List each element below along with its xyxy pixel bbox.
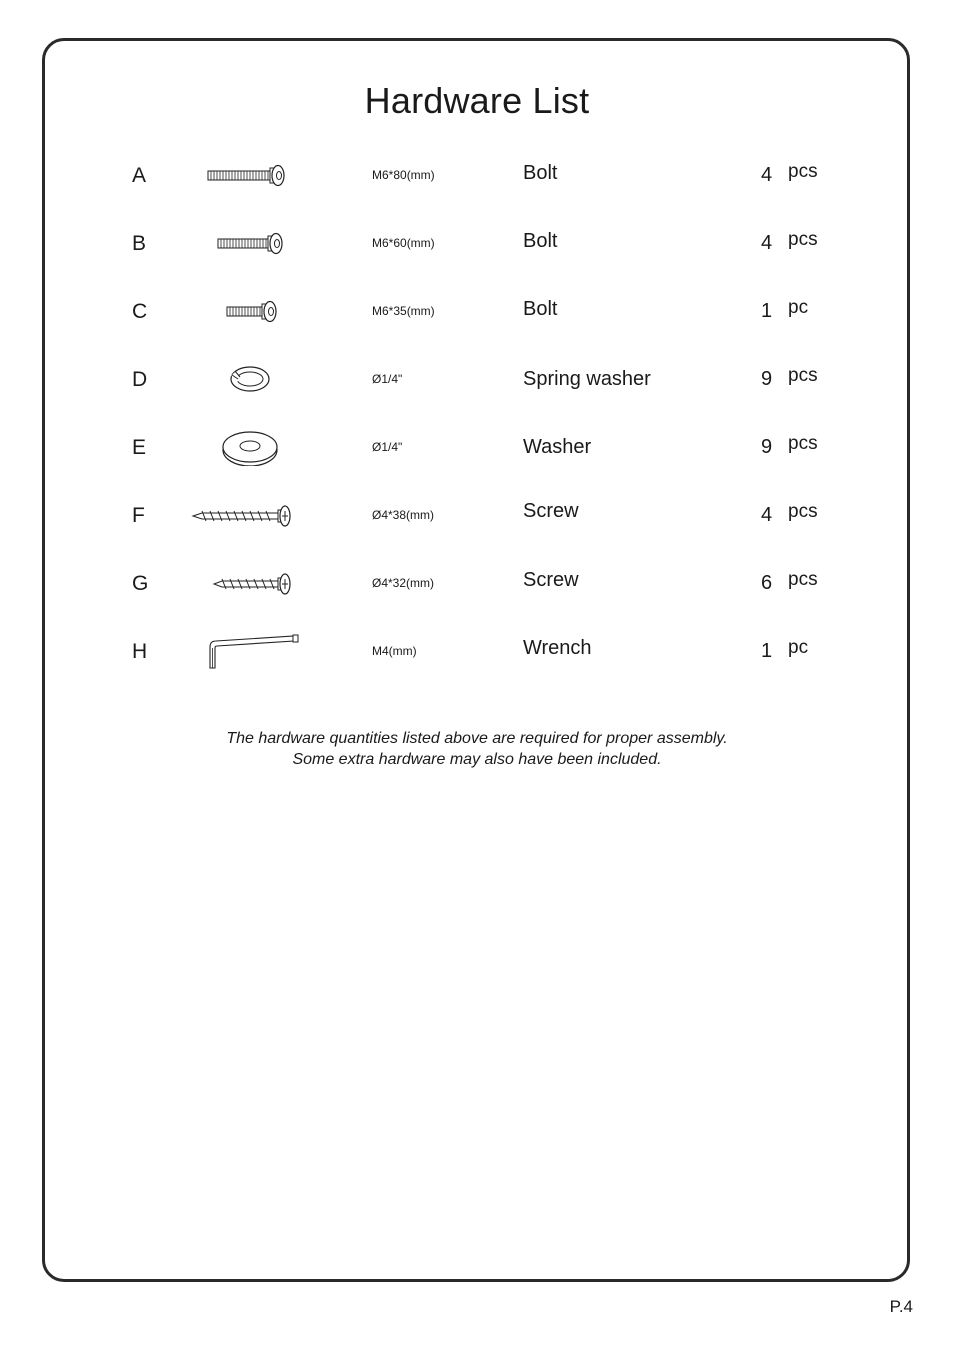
item-letter: E [132, 436, 147, 459]
item-unit: pc [788, 637, 809, 658]
item-quantity: 6 [761, 572, 773, 594]
item-letter: A [132, 164, 147, 187]
screw-icon [190, 564, 310, 604]
bolt-icon [190, 224, 310, 264]
item-quantity: 1 [761, 300, 773, 322]
item-letter: C [132, 300, 148, 323]
item-quantity: 1 [761, 640, 773, 662]
washer-icon [190, 426, 310, 466]
note-line-2: Some extra hardware may also have been included. [292, 751, 662, 768]
item-letter: F [132, 504, 145, 527]
item-letter: B [132, 232, 147, 255]
note-line-1: The hardware quantities listed above are required for proper assembly. [226, 730, 728, 747]
hardware-row-d [0, 364, 954, 424]
item-name: Bolt [523, 230, 558, 252]
item-name: Spring washer [523, 368, 651, 390]
item-name: Washer [523, 436, 592, 458]
item-unit: pcs [788, 365, 818, 386]
item-spec: Ø4*32(mm) [372, 576, 435, 590]
page-title: Hardware List [364, 80, 590, 121]
item-spec: Ø4*38(mm) [372, 508, 435, 522]
item-quantity: 9 [761, 368, 773, 390]
hardware-row-f [0, 500, 954, 560]
item-unit: pcs [788, 501, 818, 522]
item-name: Screw [523, 569, 579, 591]
item-quantity: 9 [761, 436, 773, 458]
hardware-row-g [0, 568, 954, 628]
hardware-row-h [0, 636, 954, 696]
hardware-note [0, 728, 954, 770]
page-number: P.4 [889, 1297, 913, 1316]
item-unit: pcs [788, 229, 818, 250]
item-name: Wrench [523, 637, 592, 659]
item-unit: pcs [788, 161, 818, 182]
item-quantity: 4 [761, 504, 773, 526]
spring-washer-icon [190, 360, 310, 400]
item-spec: Ø1/4" [372, 372, 403, 386]
item-quantity: 4 [761, 232, 773, 254]
bolt-icon [190, 292, 310, 332]
item-quantity: 4 [761, 164, 773, 186]
item-spec: M6*35(mm) [372, 304, 435, 318]
item-spec: M6*60(mm) [372, 236, 435, 250]
item-name: Bolt [523, 298, 558, 320]
item-unit: pc [788, 297, 809, 318]
item-unit: pcs [788, 569, 818, 590]
item-unit: pcs [788, 433, 818, 454]
hardware-row-b [0, 228, 954, 288]
item-spec: M4(mm) [372, 644, 417, 658]
item-letter: H [132, 640, 148, 663]
hardware-row-e [0, 432, 954, 492]
hardware-row-c [0, 296, 954, 356]
hardware-row-a [0, 160, 954, 220]
item-letter: G [132, 572, 149, 595]
item-spec: Ø1/4" [372, 440, 403, 454]
bolt-icon [190, 156, 310, 196]
item-name: Screw [523, 500, 579, 522]
item-name: Bolt [523, 162, 558, 184]
item-letter: D [132, 368, 148, 391]
allen-wrench-icon [190, 632, 310, 672]
item-spec: M6*80(mm) [372, 168, 435, 182]
screw-icon [190, 496, 310, 536]
